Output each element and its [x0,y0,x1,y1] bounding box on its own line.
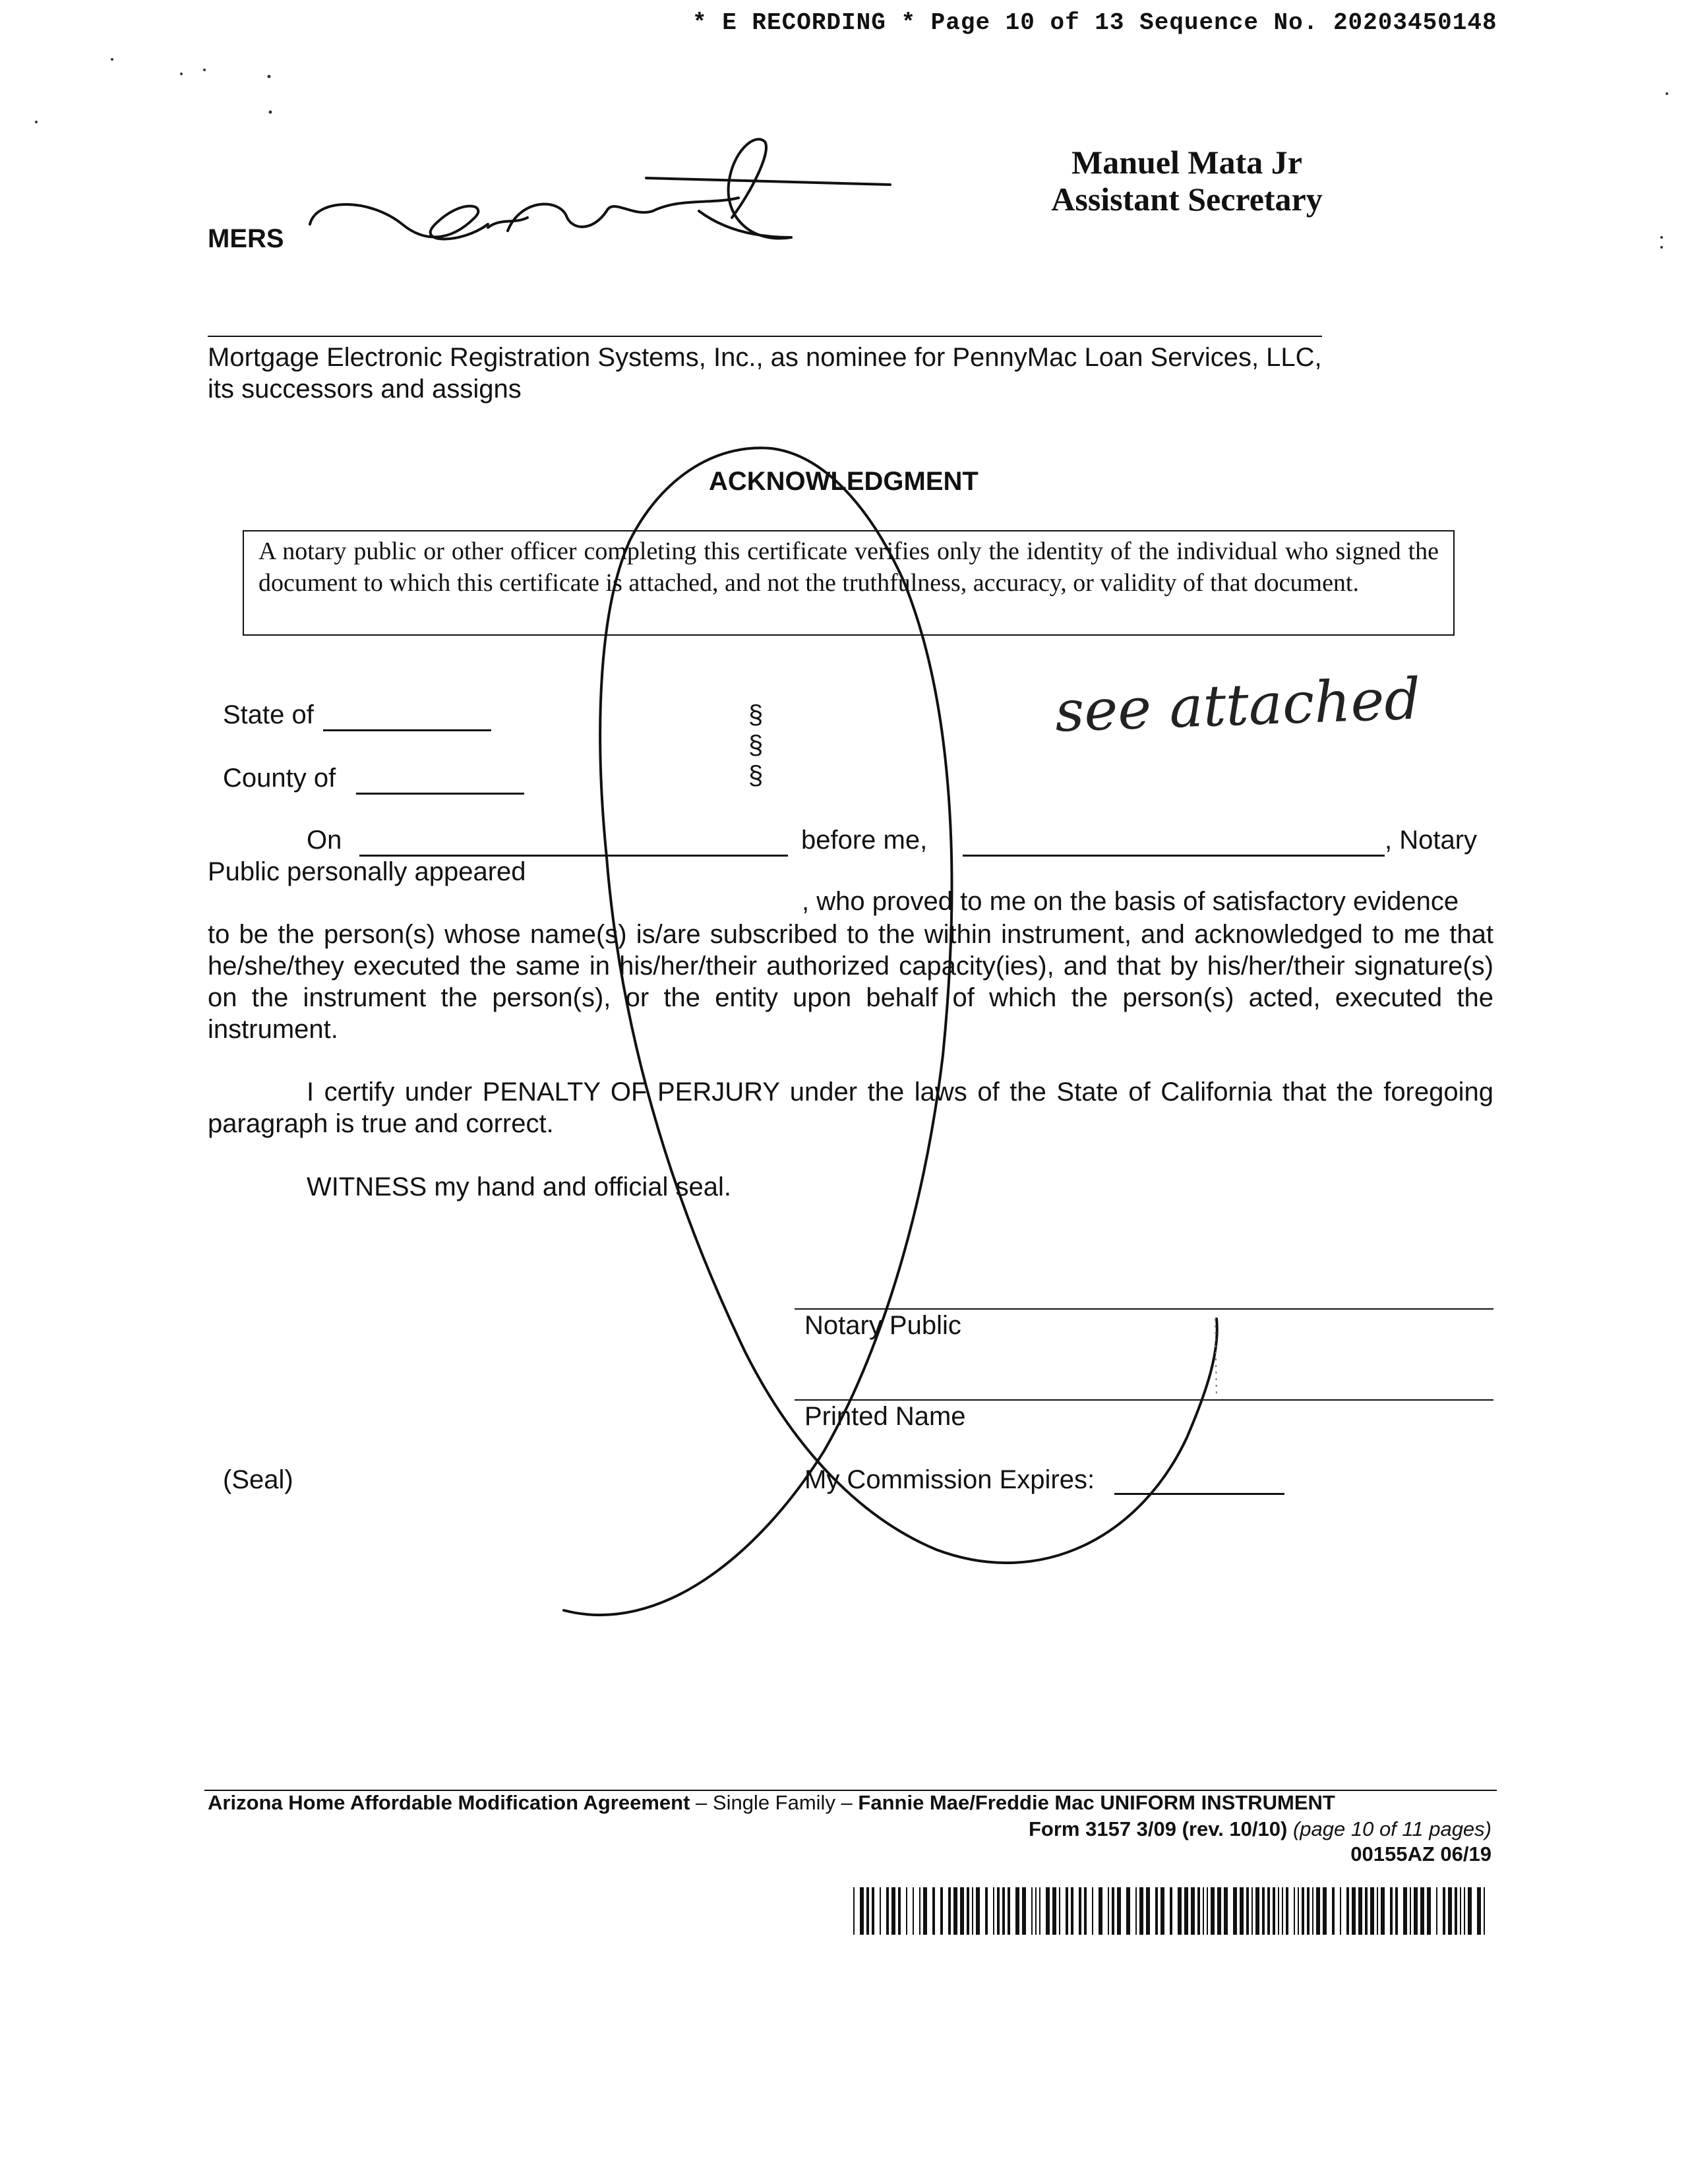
printed-name-line [795,1399,1493,1401]
acknowledgment-body: to be the person(s) whose name(s) is/are subscribed to the within instrument, and acknowledged to me that he/she/they executed the same in his/her/their authorized capacity(ies), and that by his/her/their signature(s) on the instrument the person(s), or the entity upon behalf of which the person(s) acted, executed the instrument. [208,920,1493,1044]
section-symbol-1: § [748,700,764,729]
on-label: On [307,826,342,855]
recording-header: * E RECORDING * Page 10 of 13 Sequence No. 20203450148 [692,9,1497,36]
county-blank [356,793,524,795]
form-number-line [659,1817,1492,1841]
commission-label: My Commission Expires: [804,1465,1095,1494]
signer-block [989,144,1385,218]
printed-name-label: Printed Name [804,1402,966,1431]
notary-signature-line [795,1308,1493,1310]
barcode-image [852,1887,1492,1935]
form-number: Form 3157 3/09 (rev. 10/10) [1028,1817,1288,1840]
date-blank [359,855,788,857]
county-label: County of [223,764,336,793]
form-title-bold2: Fannie Mae/Freddie Mac UNIFORM INSTRUMENT [858,1791,1335,1814]
notary-notice-box: A notary public or other officer completing this certificate verifies only the identity of the individual who signed the document to which this certificate is attached, and not the truthfulness, accuracy, or validity of that document. [243,530,1455,636]
handwritten-note: see attached [1054,666,1422,745]
form-title-mid: – Single Family – [690,1791,859,1814]
perjury-certification: I certify under PENALTY OF PERJURY under the laws of the State of California that the foregoing paragraph is true and correct. [208,1077,1493,1138]
signer-name: Manuel Mata Jr [1071,144,1302,181]
mers-entity-text: Mortgage Electronic Registration Systems, Inc., as nominee for PennyMac Loan Services, LLC, its successors and assigns [208,343,1322,404]
before-me-label: before me, [801,826,928,855]
public-appeared-label: Public personally appeared [208,857,526,886]
state-label: State of [223,700,314,729]
form-title [208,1791,1335,1815]
section-symbol-2: § [748,731,764,760]
notary-public-label: Notary Public [804,1311,961,1340]
signer-title: Assistant Secretary [1051,181,1323,218]
seal-label: (Seal) [223,1465,293,1494]
witness-statement: WITNESS my hand and official seal. [307,1172,731,1201]
commission-blank [1114,1493,1284,1495]
state-blank [323,729,491,731]
doc-code: 00155AZ 06/19 [1350,1842,1492,1866]
page-info: (page 10 of 11 pages) [1292,1817,1492,1840]
who-proved-text: , who proved to me on the basis of satisfactory evidence [802,887,1459,916]
mers-label: MERS [208,224,284,253]
notary-name-blank [963,855,1385,857]
notary-suffix: , Notary [1385,826,1478,855]
acknowledgment-title: ACKNOWLEDGMENT [709,467,979,496]
section-symbol-3: § [748,761,764,790]
form-title-bold: Arizona Home Affordable Modification Agreement [208,1791,690,1814]
